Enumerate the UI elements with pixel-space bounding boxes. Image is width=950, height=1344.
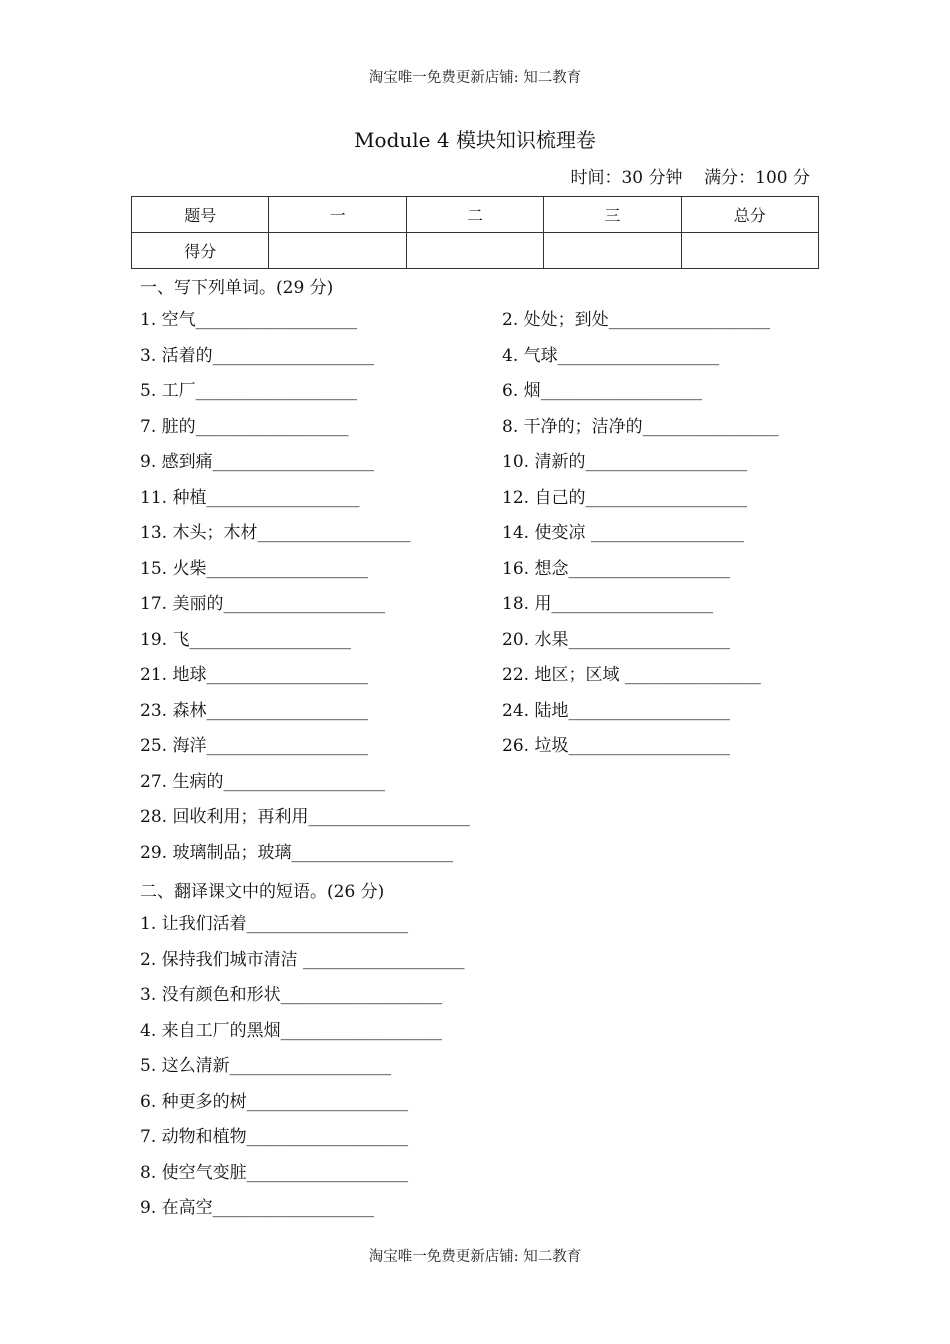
section2-item: 2. 保持我们城市清洁 ___________________ bbox=[140, 949, 465, 970]
section2-list bbox=[140, 912, 465, 1232]
section1-item: 10. 清新的___________________ bbox=[502, 452, 747, 472]
section1-item: 28. 回收利用；再利用___________________ bbox=[140, 807, 470, 827]
section1-heading: 一、写下列单词。(29 分) bbox=[140, 278, 334, 298]
section1-item: 1. 空气___________________ bbox=[140, 310, 358, 330]
section1-item: 14. 使变凉 __________________ bbox=[502, 523, 744, 543]
score-cell bbox=[269, 233, 406, 269]
section1-item: 20. 水果___________________ bbox=[502, 629, 730, 650]
section2-item: 4. 来自工厂的黑烟___________________ bbox=[140, 1020, 443, 1041]
section1-item: 23. 森林___________________ bbox=[140, 700, 368, 721]
section1-item: 16. 想念___________________ bbox=[502, 558, 730, 579]
section1-item: 12. 自己的___________________ bbox=[502, 487, 747, 508]
section2-item: 3. 没有颜色和形状___________________ bbox=[140, 985, 443, 1005]
section2-heading: 二、翻译课文中的短语。(26 分) bbox=[140, 882, 385, 902]
section1-item: 19. 飞___________________ bbox=[140, 629, 351, 650]
score-cell bbox=[406, 233, 543, 269]
page-title: Module 4 模块知识梳理卷 bbox=[354, 128, 596, 152]
section1-item: 27. 生病的___________________ bbox=[140, 771, 385, 792]
section1-item: 3. 活着的___________________ bbox=[140, 345, 375, 366]
header-note: 淘宝唯一免费更新店铺: 知二教育 bbox=[368, 70, 582, 86]
section1-item: 6. 烟___________________ bbox=[502, 381, 703, 401]
section1-item: 18. 用___________________ bbox=[502, 594, 713, 614]
section1-item: 11. 种植__________________ bbox=[140, 487, 360, 508]
section1-item: 17. 美丽的___________________ bbox=[140, 594, 385, 614]
score-table bbox=[131, 196, 819, 269]
score-row-label: 得分 bbox=[132, 233, 269, 269]
footer-note: 淘宝唯一免费更新店铺: 知二教育 bbox=[368, 1249, 582, 1265]
section1-item: 25. 海洋___________________ bbox=[140, 736, 368, 756]
exam-meta: 时间：30 分钟 满分：100 分 bbox=[570, 168, 810, 188]
section2-item: 9. 在高空___________________ bbox=[140, 1198, 375, 1218]
score-header-cell: 总分 bbox=[681, 197, 818, 233]
score-table-score-row bbox=[132, 233, 819, 269]
section1-item: 13. 木头；木材__________________ bbox=[140, 523, 411, 543]
section2-item: 5. 这么清新___________________ bbox=[140, 1056, 392, 1076]
section1-item: 8. 干净的；洁净的________________ bbox=[502, 416, 779, 437]
score-header-cell: 一 bbox=[269, 197, 406, 233]
section2-item: 7. 动物和植物___________________ bbox=[140, 1127, 409, 1147]
section1-list bbox=[140, 308, 860, 876]
section1-item: 7. 脏的__________________ bbox=[140, 416, 349, 437]
section2-item: 6. 种更多的树___________________ bbox=[140, 1091, 409, 1112]
score-header-cell: 题号 bbox=[132, 197, 269, 233]
section1-item: 29. 玻璃制品；玻璃___________________ bbox=[140, 842, 453, 863]
section1-item: 22. 地区；区域 ________________ bbox=[502, 665, 761, 685]
score-header-cell: 二 bbox=[406, 197, 543, 233]
section2-item: 1. 让我们活着___________________ bbox=[140, 914, 409, 934]
score-table-header-row bbox=[132, 197, 819, 233]
section1-item: 21. 地球___________________ bbox=[140, 665, 368, 685]
section2-item: 8. 使空气变脏___________________ bbox=[140, 1162, 409, 1183]
section1-item: 15. 火柴___________________ bbox=[140, 558, 368, 579]
section1-item: 5. 工厂___________________ bbox=[140, 381, 358, 401]
section1-item: 24. 陆地___________________ bbox=[502, 700, 730, 721]
section1-item: 4. 气球___________________ bbox=[502, 345, 720, 366]
section1-item: 9. 感到痛___________________ bbox=[140, 452, 375, 472]
score-cell bbox=[681, 233, 818, 269]
section1-item: 2. 处处；到处___________________ bbox=[502, 310, 771, 330]
score-header-cell: 三 bbox=[544, 197, 681, 233]
score-cell bbox=[544, 233, 681, 269]
section1-item: 26. 垃圾___________________ bbox=[502, 736, 730, 756]
